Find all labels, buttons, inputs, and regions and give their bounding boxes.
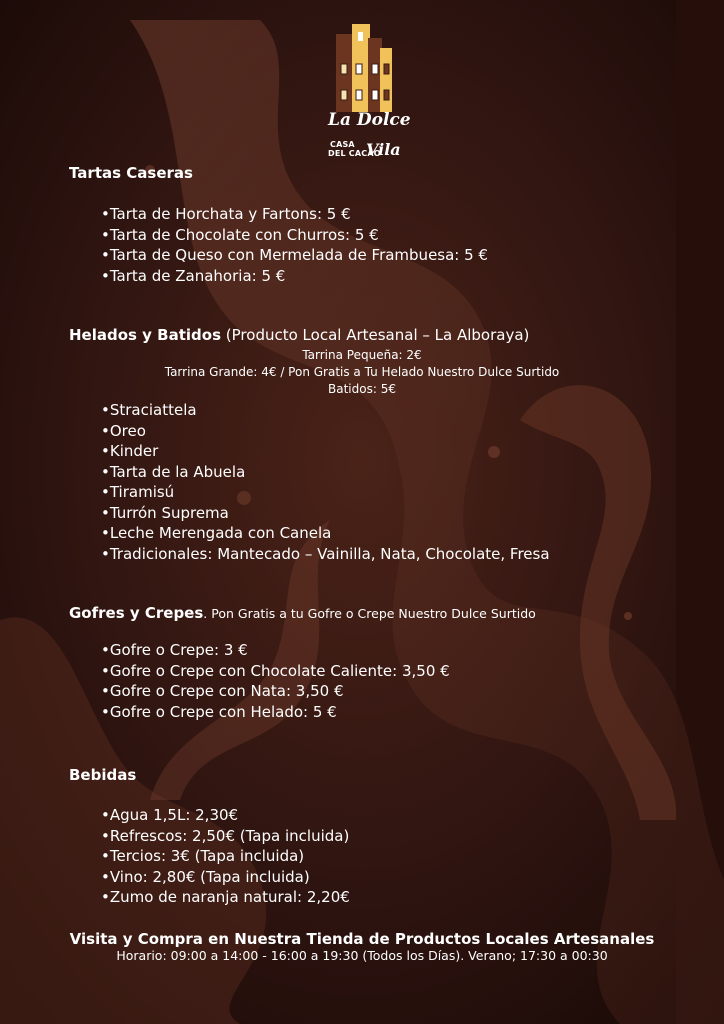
list-item: • Gofre o Crepe con Helado: 5 € bbox=[101, 702, 450, 723]
list-item: • Vino: 2,80€ (Tapa incluida) bbox=[101, 867, 350, 888]
list-item: • Gofre o Crepe con Chocolate Caliente: 3,50 € bbox=[101, 661, 450, 682]
footer-title: Visita y Compra en Nuestra Tienda de Productos Locales Artesanales bbox=[69, 930, 655, 948]
list-item: • Tradicionales: Mantecado – Vainilla, Nata, Chocolate, Fresa bbox=[101, 544, 550, 565]
section-title-helados-subtitle: (Producto Local Artesanal – La Alboraya) bbox=[221, 326, 530, 344]
footer-hours: Horario: 09:00 a 14:00 - 16:00 a 19:30 (Todos los Días). Verano; 17:30 a 00:30 bbox=[116, 948, 608, 963]
section-title-tartas: Tartas Caseras bbox=[69, 164, 193, 182]
list-item: • Zumo de naranja natural: 2,20€ bbox=[101, 887, 350, 908]
logo-casa: CASA bbox=[330, 140, 355, 149]
list-item: • Tercios: 3€ (Tapa incluida) bbox=[101, 846, 350, 867]
list-item: • Leche Merengada con Canela bbox=[101, 523, 550, 544]
list-item: • Tarta de la Abuela bbox=[101, 462, 550, 483]
section-title-gofres-note: . Pon Gratis a tu Gofre o Crepe Nuestro Dulce Surtido bbox=[203, 606, 536, 621]
list-item: • Tarta de Zanahoria: 5 € bbox=[101, 266, 488, 287]
list-item: • Gofre o Crepe: 3 € bbox=[101, 640, 450, 661]
list-item: • Tarta de Queso con Mermelada de Frambuesa: 5 € bbox=[101, 245, 488, 266]
list-item: • Gofre o Crepe con Nata: 3,50 € bbox=[101, 681, 450, 702]
list-item: • Tarta de Chocolate con Churros: 5 € bbox=[101, 225, 488, 246]
note-tarrina-grande: Tarrina Grande: 4€ / Pon Gratis a Tu Helado Nuestro Dulce Surtido bbox=[164, 365, 560, 379]
logo-name-line2: Vila bbox=[366, 140, 401, 159]
list-item: • Agua 1,5L: 2,30€ bbox=[101, 805, 350, 826]
list-item: • Turrón Suprema bbox=[101, 503, 550, 524]
list-item: • Tiramisú bbox=[101, 482, 550, 503]
list-bebidas bbox=[101, 805, 350, 908]
list-item: • Oreo bbox=[101, 421, 550, 442]
note-tarrina-pequena: Tarrina Pequeña: 2€ bbox=[302, 348, 422, 362]
list-item: • Refrescos: 2,50€ (Tapa incluida) bbox=[101, 826, 350, 847]
section-title-gofres-main: Gofres y Crepes bbox=[69, 604, 204, 622]
list-item: • Tarta de Horchata y Fartons: 5 € bbox=[101, 204, 488, 225]
logo-cacao: DEL CACAO bbox=[328, 149, 381, 158]
note-batidos: Batidos: 5€ bbox=[328, 382, 396, 396]
list-gofres bbox=[101, 640, 450, 722]
list-item: • Straciattela bbox=[101, 400, 550, 421]
brand-logo bbox=[322, 18, 411, 168]
section-title-gofres bbox=[69, 604, 536, 622]
section-title-bebidas: Bebidas bbox=[69, 766, 137, 784]
list-helados bbox=[101, 400, 550, 564]
list-tartas bbox=[101, 204, 488, 286]
logo-name-line1: La Dolce bbox=[328, 110, 411, 130]
section-title-helados bbox=[69, 326, 529, 344]
section-title-helados-main: Helados y Batidos bbox=[69, 326, 222, 344]
list-item: • Kinder bbox=[101, 441, 550, 462]
